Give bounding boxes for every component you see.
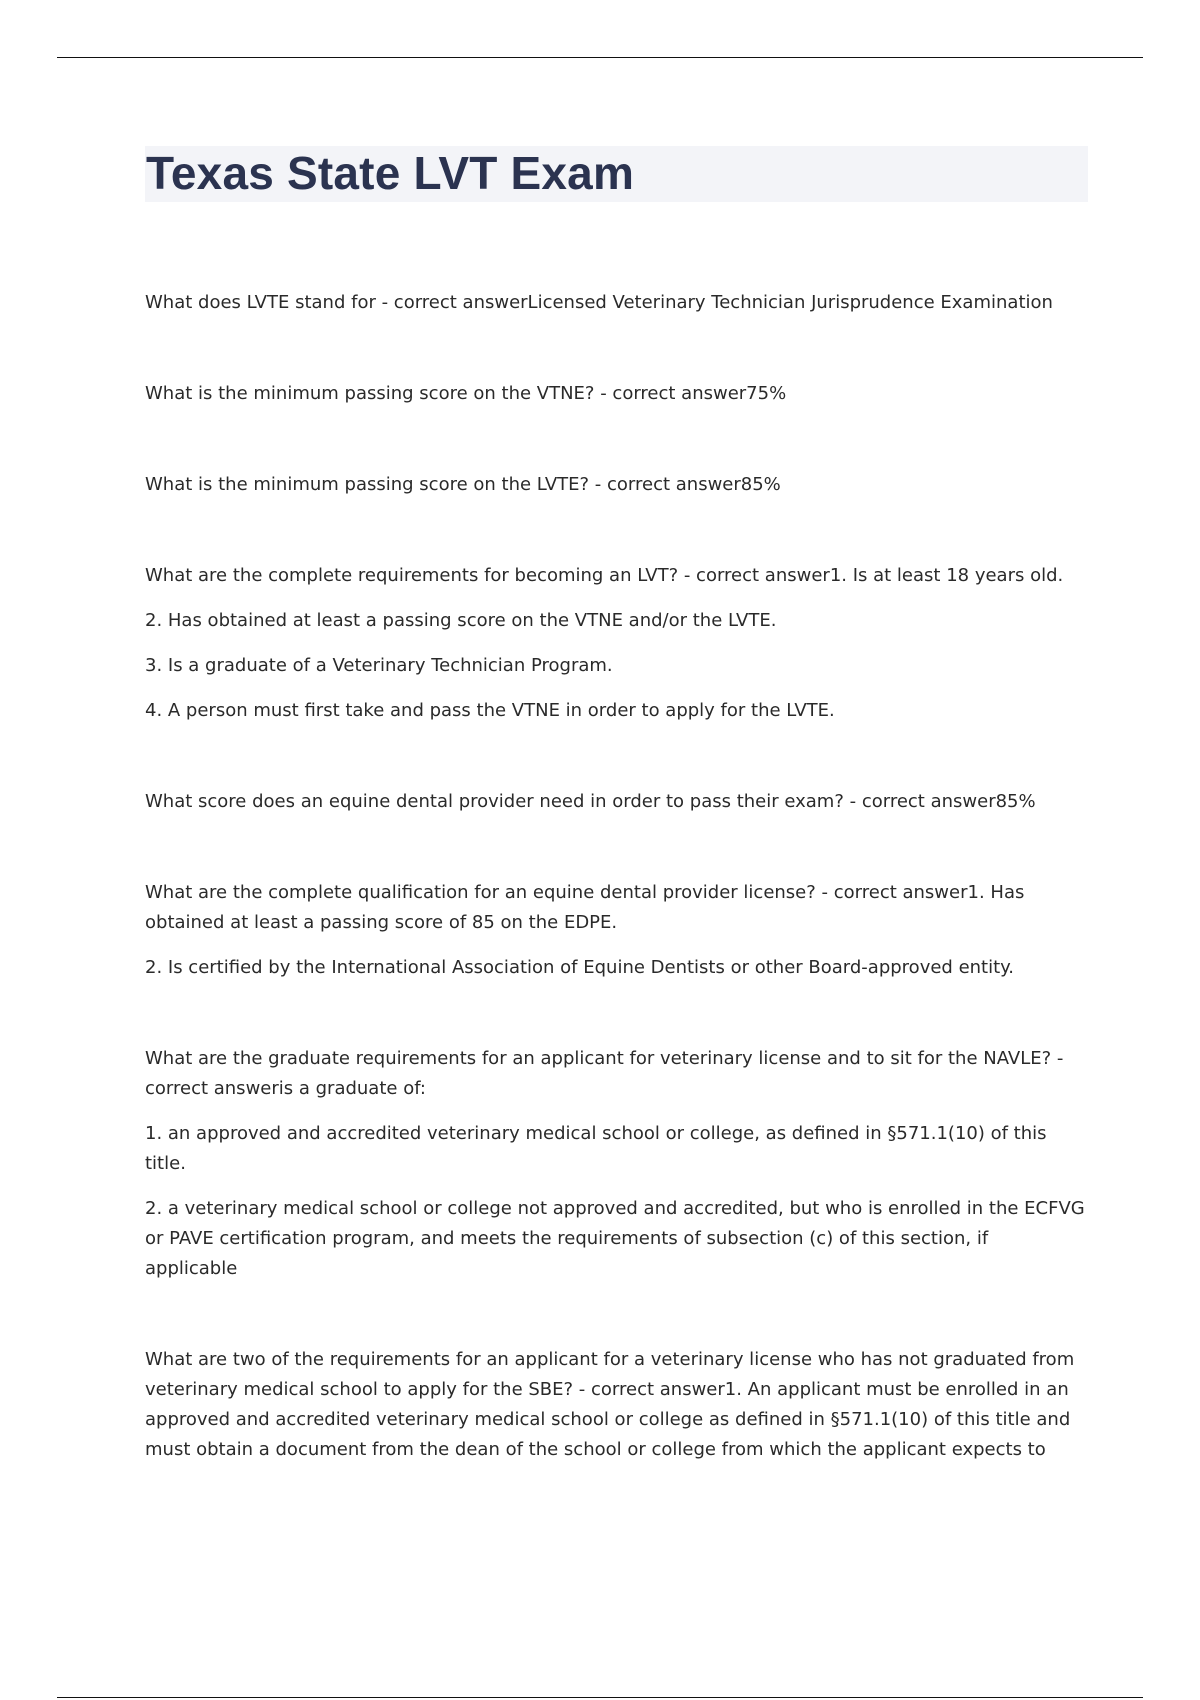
qa-paragraph: 2. Is certified by the International Association of Equine Dentists or other Board-approved entity.	[145, 957, 1014, 978]
qa-paragraph: What are the complete qualification for an equine dental provider license? - correct answer1. Has obtained at least a passing score of 85 on the EDPE.	[145, 882, 1025, 933]
document-body	[145, 288, 1085, 1526]
qa-paragraph: What are the graduate requirements for an applicant for veterinary license and to sit for the NAVLE? - correct answeris a graduate of:	[145, 1048, 1064, 1099]
qa-paragraph: 2. Has obtained at least a passing score on the VTNE and/or the LVTE.	[145, 610, 777, 631]
qa-paragraph: 1. an approved and accredited veterinary medical school or college, as defined in §571.1(10) of this title.	[145, 1123, 1047, 1174]
qa-paragraph: 3. Is a graduate of a Veterinary Technician Program.	[145, 655, 613, 676]
qa-entry	[145, 878, 1085, 983]
qa-entry	[145, 1345, 1085, 1465]
qa-paragraph: What is the minimum passing score on the VTNE? - correct answer75%	[145, 383, 787, 404]
qa-paragraph: What score does an equine dental provider need in order to pass their exam? - correct answer85%	[145, 791, 1036, 812]
qa-entry	[145, 561, 1085, 726]
qa-paragraph: 2. a veterinary medical school or college not approved and accredited, but who is enrolled in the ECFVG or PAVE certification program, and meets the requirements of subsection (c) of this section, if applicable	[145, 1198, 1085, 1279]
qa-paragraph: What does LVTE stand for - correct answerLicensed Veterinary Technician Jurisprudence Examination	[145, 292, 1053, 313]
qa-entry	[145, 787, 1085, 817]
header-rule	[57, 57, 1143, 58]
qa-entry	[145, 379, 1085, 409]
qa-entry	[145, 288, 1085, 318]
qa-entry	[145, 470, 1085, 500]
footer-rule	[57, 1697, 1143, 1698]
qa-paragraph: What are two of the requirements for an applicant for a veterinary license who has not graduated from veterinary medical school to apply for the SBE? - correct answer1. An applicant must be enrolled in an approved and accredited veterinary medical school or college as defined in §571.1(10) of this title and must obtain a document from the dean of the school or college from which the applicant expects to	[145, 1349, 1075, 1460]
qa-entry	[145, 1044, 1085, 1284]
qa-paragraph: 4. A person must first take and pass the VTNE in order to apply for the LVTE.	[145, 700, 835, 721]
document-title: Texas State LVT Exam	[146, 147, 635, 199]
qa-paragraph: What is the minimum passing score on the LVTE? - correct answer85%	[145, 474, 781, 495]
qa-paragraph: What are the complete requirements for becoming an LVT? - correct answer1. Is at least 18 years old.	[145, 565, 1064, 586]
